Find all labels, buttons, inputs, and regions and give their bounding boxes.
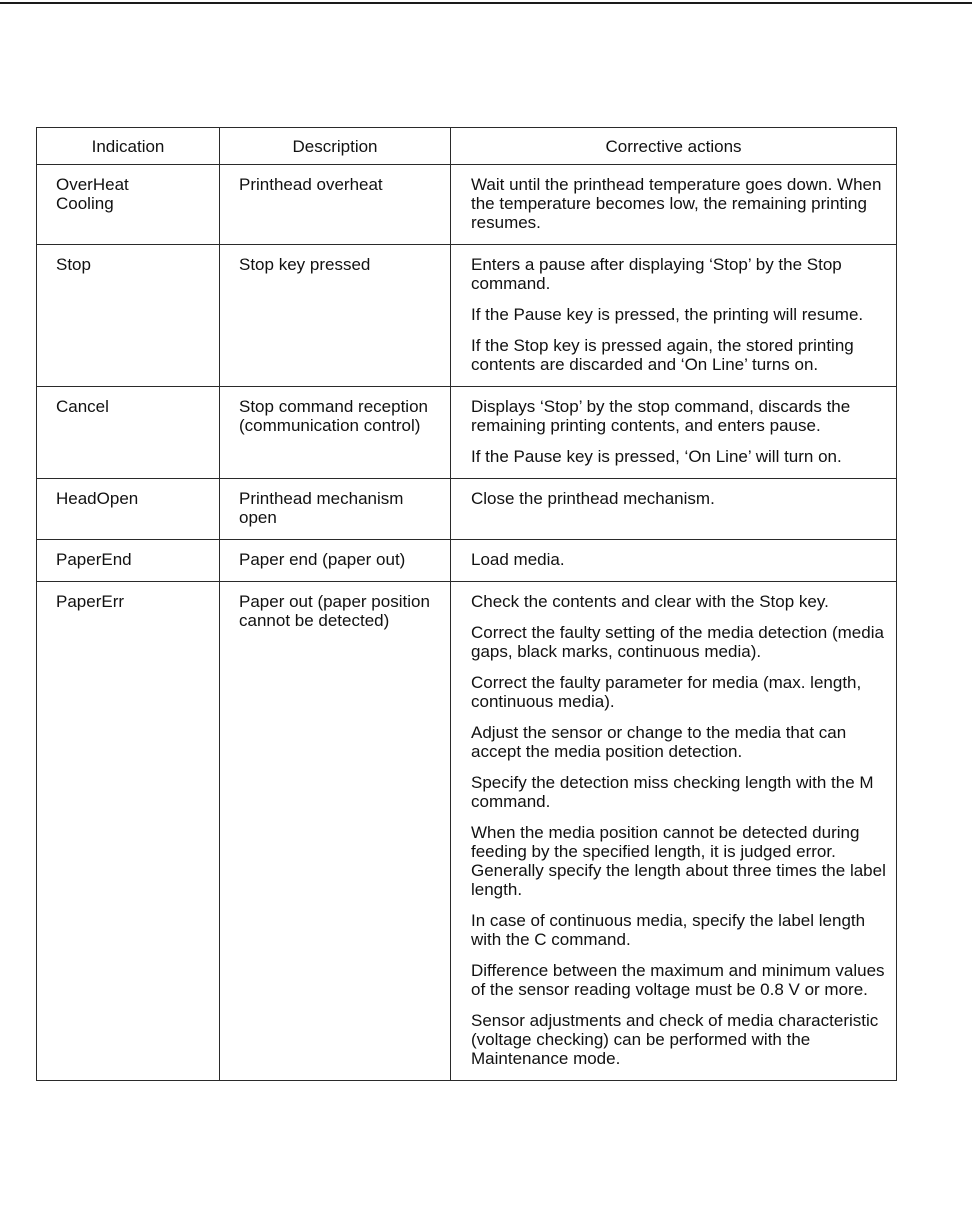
indication-cell — [37, 387, 220, 479]
description-cell: Stop command reception (communication control) — [220, 387, 451, 479]
action-paragraph: Displays ‘Stop’ by the stop command, discards the remaining printing contents, and enters pause. — [471, 397, 851, 435]
action-paragraph: Wait until the printhead temperature goes down. When the temperature becomes low, the remaining printing resumes. — [471, 175, 882, 232]
description-cell: Paper end (paper out) — [220, 540, 451, 582]
indication-cell — [37, 165, 220, 245]
table-row — [37, 582, 897, 1081]
action-paragraph: Sensor adjustments and check of media characteristic (voltage checking) can be performed with the Maintenance mode. — [471, 1011, 879, 1068]
actions-cell — [451, 387, 897, 479]
table-row — [37, 165, 897, 245]
indication-cell — [37, 479, 220, 540]
action-paragraph: If the Pause key is pressed, the printing will resume. — [471, 305, 864, 324]
description-cell: Stop key pressed — [220, 245, 451, 387]
table-row — [37, 540, 897, 582]
description-cell: Printhead mechanism open — [220, 479, 451, 540]
indication-cell — [37, 582, 220, 1081]
action-paragraph: If the Pause key is pressed, ‘On Line’ will turn on. — [471, 447, 842, 466]
action-paragraph: Adjust the sensor or change to the media that can accept the media position detection. — [471, 723, 847, 761]
error-indication-table — [36, 127, 897, 1081]
actions-cell — [451, 245, 897, 387]
action-paragraph: Specify the detection miss checking length with the M command. — [471, 773, 874, 811]
header-indication: Indication — [37, 128, 220, 165]
table-row — [37, 387, 897, 479]
action-paragraph: When the media position cannot be detected during feeding by the specified length, it is judged error. Generally specify the length about three times the label length. — [471, 823, 886, 899]
description-cell: Printhead overheat — [220, 165, 451, 245]
actions-cell — [451, 479, 897, 540]
header-corrective-actions: Corrective actions — [451, 128, 897, 165]
action-paragraph: Difference between the maximum and minimum values of the sensor reading voltage must be 0.8 V or more. — [471, 961, 885, 999]
action-paragraph: If the Stop key is pressed again, the stored printing contents are discarded and ‘On Line’ turns on. — [471, 336, 854, 374]
indication-text: HeadOpen — [56, 489, 139, 508]
description-cell: Paper out (paper position cannot be detected) — [220, 582, 451, 1081]
indication-text: Stop — [56, 255, 91, 274]
action-paragraph: In case of continuous media, specify the label length with the C command. — [471, 911, 866, 949]
top-rule — [0, 2, 972, 4]
action-paragraph: Correct the faulty setting of the media detection (media gaps, black marks, continuous media). — [471, 623, 884, 661]
action-paragraph: Enters a pause after displaying ‘Stop’ by the Stop command. — [471, 255, 842, 293]
table-row — [37, 245, 897, 387]
indication-text: PaperEnd — [56, 550, 132, 569]
action-paragraph: Close the printhead mechanism. — [471, 489, 715, 508]
header-description: Description — [220, 128, 451, 165]
actions-cell — [451, 165, 897, 245]
action-paragraph: Load media. — [471, 550, 565, 569]
indication-cell — [37, 245, 220, 387]
table-header-row — [37, 128, 897, 165]
action-paragraph: Correct the faulty parameter for media (max. length, continuous media). — [471, 673, 862, 711]
indication-text: PaperErr — [56, 592, 125, 611]
actions-cell — [451, 582, 897, 1081]
indication-text: Cancel — [56, 397, 109, 416]
table-row — [37, 479, 897, 540]
actions-cell — [451, 540, 897, 582]
indication-cell — [37, 540, 220, 582]
action-paragraph: Check the contents and clear with the Stop key. — [471, 592, 829, 611]
indication-text: OverHeat Cooling — [56, 175, 129, 213]
